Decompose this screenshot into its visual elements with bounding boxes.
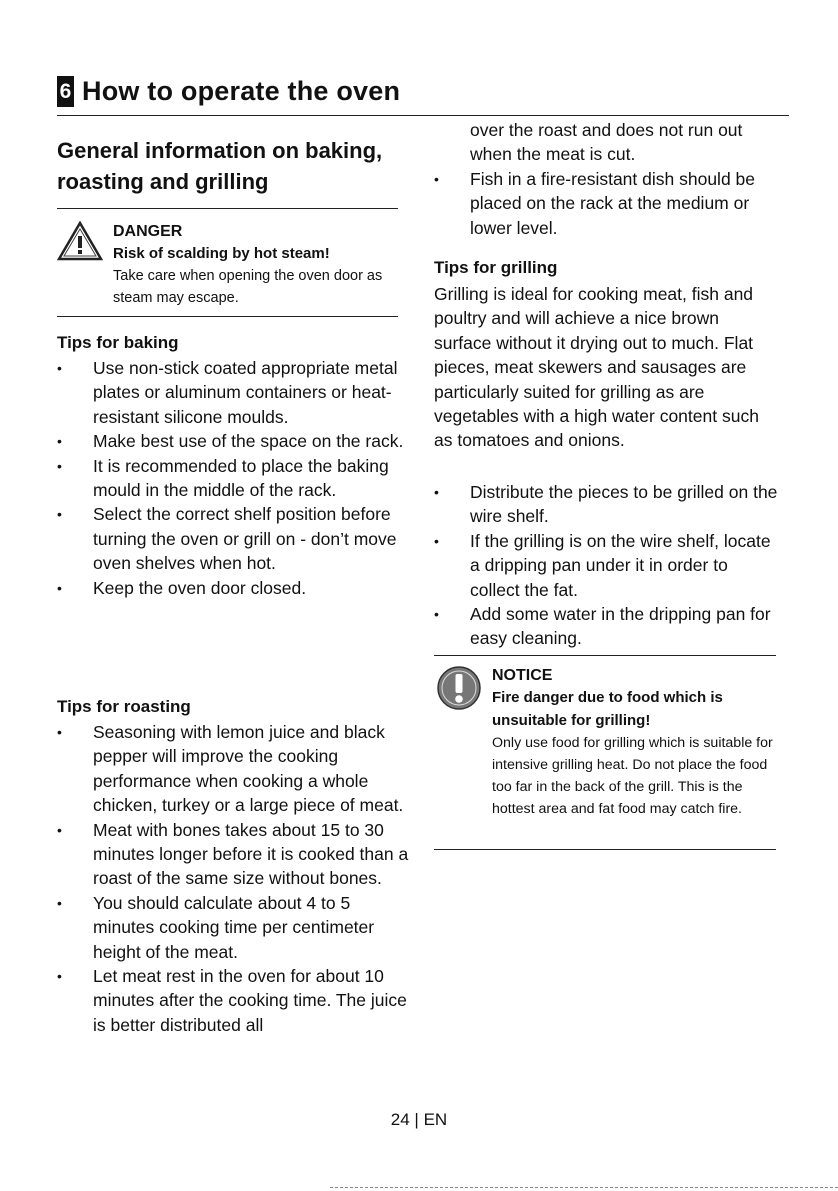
list-item: • If the grilling is on the wire shelf, locate a dripping pan under it in order to collect the fat. xyxy=(434,529,779,602)
baking-heading: Tips for baking xyxy=(57,333,179,352)
list-item: • Make best use of the space on the rack. xyxy=(57,429,422,453)
list-item: • Meat with bones takes about 15 to 30 minutes longer before it is cooked than a roast of the same size without bones. xyxy=(57,818,412,891)
list-item: • Distribute the pieces to be grilled on the wire shelf. xyxy=(434,480,779,529)
bottom-divider xyxy=(330,1187,838,1188)
roasting-tips-list-continued xyxy=(434,167,779,240)
grilling-heading: Tips for grilling xyxy=(434,258,558,277)
list-item xyxy=(57,964,412,1037)
roasting-item-4-continued: over the roast and does not run out when the meat is cut. xyxy=(470,120,743,165)
exclamation-circle-icon xyxy=(436,665,482,716)
list-item: • Fish in a fire-resistant dish should be placed on the rack at the medium or lower level. xyxy=(434,167,779,240)
list-item: • It is recommended to place the baking mould in the middle of the rack. xyxy=(57,454,422,503)
notice-body: Only use food for grilling which is suitable for intensive grilling heat. Do not place the food too far in the back of the grill. This is the hottest area and fat food may catch fire. xyxy=(492,735,773,817)
list-item: • Keep the oven door closed. xyxy=(57,576,422,600)
roasting-heading: Tips for roasting xyxy=(57,697,191,716)
chapter-title: How to operate the oven xyxy=(82,76,401,106)
list-item: • Add some water in the dripping pan for easy cleaning. xyxy=(434,602,779,651)
danger-subtitle: Risk of scalding by hot steam! xyxy=(113,245,330,262)
list-item: • Use non-stick coated appropriate metal plates or aluminum containers or heat-resistant silicone moulds. xyxy=(57,356,422,429)
grilling-tips-list xyxy=(434,480,779,651)
baking-tips-list xyxy=(57,356,422,600)
warning-triangle-icon xyxy=(57,221,103,266)
roasting-tips-list xyxy=(57,720,412,1037)
notice-title: NOTICE xyxy=(492,667,553,684)
section-title: General information on baking, roasting and grilling xyxy=(57,138,383,194)
roasting-item-4-text: Let meat rest in the oven for about 10 minutes after the cooking time. The juice is better distributed all xyxy=(93,966,407,1035)
list-item: • You should calculate about 4 to 5 minutes cooking time per centimeter height of the meat. xyxy=(57,891,412,964)
danger-title: DANGER xyxy=(113,223,183,240)
chapter-divider xyxy=(57,115,789,116)
chapter-number: 6 xyxy=(57,76,74,107)
notice-subtitle: Fire danger due to food which is unsuitable for grilling! xyxy=(492,689,723,729)
danger-box xyxy=(57,208,398,317)
danger-body: Take care when opening the oven door as steam may escape. xyxy=(113,268,383,306)
chapter-heading xyxy=(57,76,400,107)
grilling-intro: Grilling is ideal for cooking meat, fish and poultry and will achieve a nice brown surface without it drying out to much. Flat pieces, meat skewers and sausages are particularly suited for grilling as are vegetables with a high water content such as tomatoes and onions. xyxy=(434,284,759,451)
list-item: • Seasoning with lemon juice and black pepper will improve the cooking performance when cooking a whole chicken, turkey or a large piece of meat. xyxy=(57,720,412,818)
page-footer: 24 | EN xyxy=(390,1110,448,1129)
notice-box xyxy=(434,655,776,850)
list-item: • Select the correct shelf position before turning the oven or grill on - don’t move oven shelves when hot. xyxy=(57,502,422,575)
